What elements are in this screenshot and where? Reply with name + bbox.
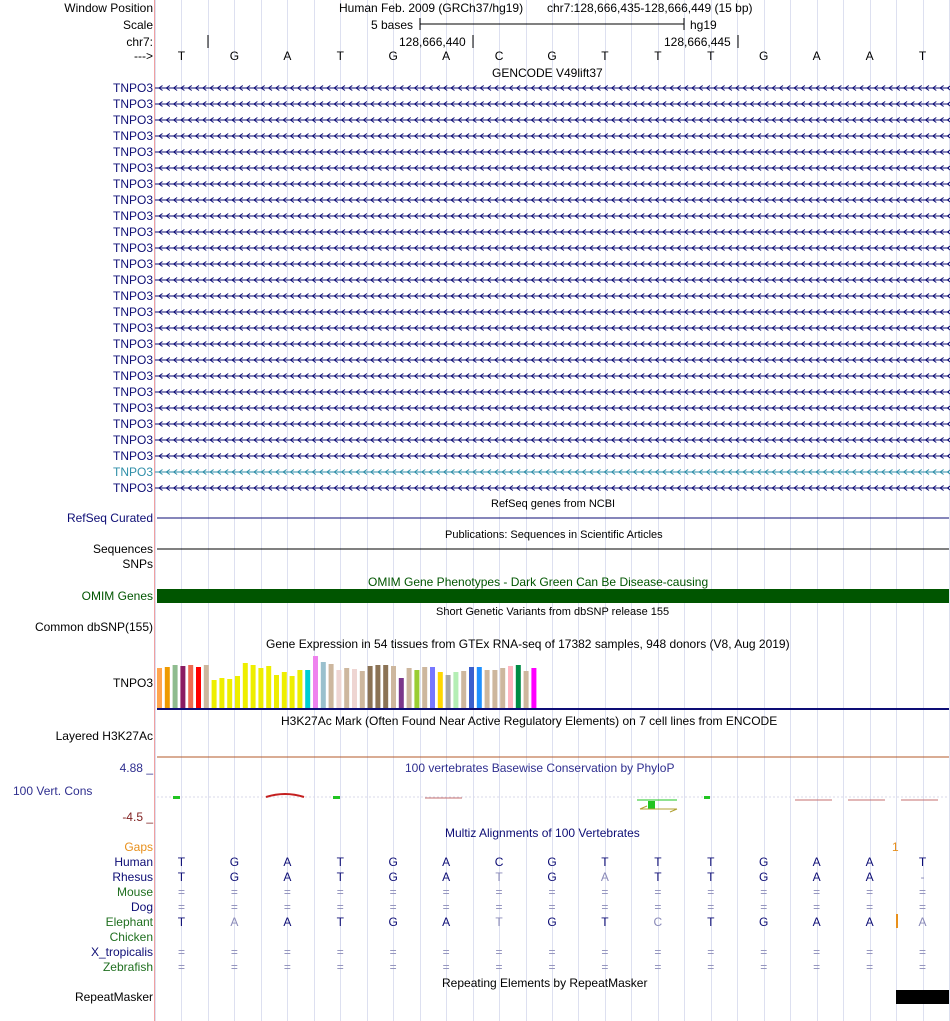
alignment-base: T <box>177 915 186 929</box>
alignment-base: = <box>760 900 768 914</box>
strand-label: ---> <box>134 49 153 63</box>
gencode-transcript-label[interactable]: TNPO3 <box>112 113 153 127</box>
alignment-base: = <box>389 945 397 959</box>
alignment-base: A <box>865 915 874 929</box>
alignment-base: = <box>548 945 556 959</box>
alignment-base: G <box>759 915 769 929</box>
gtex-tissue-bar <box>180 666 185 708</box>
gencode-transcript-label[interactable]: TNPO3 <box>112 193 153 207</box>
alignment-base: A <box>812 855 821 869</box>
gencode-transcript-label[interactable]: TNPO3 <box>112 161 153 175</box>
gtex-tissue-bar <box>188 665 193 708</box>
alignment-base: A <box>812 870 821 884</box>
gtex-tissue-bar <box>321 662 326 708</box>
gencode-transcript-label[interactable]: TNPO3 <box>112 385 153 399</box>
alignment-base: G <box>229 870 240 884</box>
conservation-track-title[interactable]: 100 vertebrates Basewise Conservation by PhyloP <box>405 761 675 775</box>
alignment-base: = <box>707 945 715 959</box>
alignment-base: T <box>654 870 662 884</box>
alignment-base: G <box>229 855 240 869</box>
alignment-base: = <box>495 945 503 959</box>
omim-gene-bar <box>157 589 949 603</box>
sequence-base: T <box>336 49 344 63</box>
sequence-base: G <box>759 49 769 63</box>
alignment-base: A <box>283 915 292 929</box>
gtex-tissue-bar <box>243 663 248 708</box>
alignment-base: G <box>759 855 769 869</box>
repeatmasker-track-title[interactable]: Repeating Elements by RepeatMasker <box>442 976 648 990</box>
gencode-transcript-label[interactable]: TNPO3 <box>112 321 153 335</box>
gtex-tissue-bar <box>196 667 201 708</box>
alignment-base: = <box>919 945 927 959</box>
conservation-mark <box>173 796 180 799</box>
publications-track-title[interactable]: Publications: Sequences in Scientific Articles <box>445 529 663 541</box>
window-position-label: Window Position <box>64 1 153 15</box>
gtex-tissue-bar <box>391 666 396 708</box>
gtex-tissue-bar <box>313 656 318 708</box>
gencode-transcript-label[interactable]: TNPO3 <box>112 353 153 367</box>
gtex-tissue-bar <box>173 665 178 708</box>
gtex-tissue-bar <box>219 678 224 708</box>
alignment-base: = <box>601 885 609 899</box>
gencode-transcript-label[interactable]: TNPO3 <box>112 273 153 287</box>
alignment-base: = <box>548 885 556 899</box>
alignment-base: = <box>866 900 874 914</box>
gtex-track-label[interactable]: TNPO3 <box>112 676 153 690</box>
alignment-base: = <box>230 900 238 914</box>
gtex-tissue-bar <box>204 665 209 708</box>
gtex-tissue-bar <box>477 667 482 708</box>
snps-track-label[interactable]: SNPs <box>122 557 153 571</box>
alignment-base: = <box>813 885 821 899</box>
gaps-label: Gaps <box>124 840 153 854</box>
gtex-tissue-bar <box>414 670 419 708</box>
scale-text: 5 bases <box>371 18 414 32</box>
alignment-base: = <box>442 945 450 959</box>
alignment-base: T <box>601 915 609 929</box>
alignment-base: T <box>177 870 186 884</box>
gtex-tissue-bar <box>524 671 529 708</box>
alignment-base: - <box>920 870 925 884</box>
gencode-transcript-label[interactable]: TNPO3 <box>112 481 153 495</box>
alignment-base: C <box>653 915 663 929</box>
scale-label: Scale <box>122 18 153 32</box>
gtex-track-title[interactable]: Gene Expression in 54 tissues from GTEx RNA-seq of 17382 samples, 948 donors (V8, Aug 2019) <box>266 637 790 651</box>
alignment-base: = <box>707 900 715 914</box>
alignment-base: = <box>442 885 450 899</box>
alignment-base: T <box>601 855 609 869</box>
alignment-base: = <box>760 945 768 959</box>
sequence-base: A <box>865 49 874 63</box>
alignment-base: T <box>495 915 503 929</box>
alignment-base: G <box>759 870 769 884</box>
gtex-tissue-bar <box>492 670 497 708</box>
sequence-base: T <box>707 49 715 63</box>
gencode-transcript-label[interactable]: TNPO3 <box>112 305 153 319</box>
sequence-base: G <box>547 49 557 63</box>
gtex-tissue-bar <box>157 668 162 708</box>
gtex-tissue-bar <box>453 672 458 708</box>
dbsnp-track-title[interactable]: Short Genetic Variants from dbSNP release 155 <box>436 606 670 618</box>
alignment-base: A <box>283 870 292 884</box>
alignment-base: = <box>813 945 821 959</box>
conservation-min-label: -4.5 _ <box>122 810 153 824</box>
alignment-base: C <box>494 855 504 869</box>
alignment-base: = <box>442 960 450 974</box>
alignment-base: G <box>547 915 557 929</box>
gtex-tissue-bar <box>344 668 349 708</box>
gtex-tissue-bar <box>383 665 388 708</box>
alignment-base: = <box>336 945 344 959</box>
gtex-tissue-bar <box>212 680 217 708</box>
alignment-base: = <box>283 885 291 899</box>
alignment-base: A <box>230 915 239 929</box>
alignment-base: = <box>283 900 291 914</box>
alignment-base: T <box>177 855 186 869</box>
alignment-base: = <box>919 960 927 974</box>
gencode-transcript-label[interactable]: TNPO3 <box>112 209 153 223</box>
alignment-base: = <box>177 960 185 974</box>
gtex-tissue-bar <box>430 667 435 708</box>
chrom-label: chr7: <box>126 35 153 49</box>
gtex-tissue-bar <box>360 671 365 708</box>
alignment-base: = <box>813 900 821 914</box>
alignment-base: A <box>918 915 927 929</box>
alignment-base: A <box>283 855 292 869</box>
alignment-base: A <box>442 870 451 884</box>
position-label-1: 128,666,440 <box>399 35 466 49</box>
sequence-base: G <box>229 49 240 63</box>
species-label[interactable]: Human <box>114 855 153 869</box>
gtex-tissue-bar <box>469 667 474 708</box>
omim-track-title[interactable]: OMIM Gene Phenotypes - Dark Green Can Be Disease-causing <box>368 575 709 589</box>
gtex-tissue-bar <box>329 664 334 708</box>
alignment-base: = <box>230 885 238 899</box>
alignment-base: = <box>760 885 768 899</box>
alignment-base: A <box>442 915 451 929</box>
species-label[interactable]: Zebrafish <box>102 960 153 974</box>
position-label-2: 128,666,445 <box>664 35 731 49</box>
gencode-transcript-label[interactable]: TNPO3 <box>112 225 153 239</box>
alignment-base: = <box>866 885 874 899</box>
gtex-tissue-bar <box>227 679 232 708</box>
refseq-track-label[interactable]: RefSeq Curated <box>66 511 153 525</box>
alignment-base: = <box>336 885 344 899</box>
alignment-base: A <box>865 870 874 884</box>
multiz-track-title[interactable]: Multiz Alignments of 100 Vertebrates <box>445 826 640 840</box>
alignment-base: T <box>495 870 503 884</box>
alignment-base: = <box>919 900 927 914</box>
gtex-tissue-bar <box>399 678 404 708</box>
gtex-tissue-bar <box>251 665 256 708</box>
gencode-transcript-label[interactable]: TNPO3 <box>112 257 153 271</box>
alignment-base: = <box>389 900 397 914</box>
sequence-base: T <box>601 49 609 63</box>
gtex-tissue-bar <box>485 670 490 708</box>
alignment-base: = <box>548 960 556 974</box>
sequence-base: A <box>442 49 451 63</box>
sequence-base: T <box>177 49 186 63</box>
gencode-transcript-label[interactable]: TNPO3 <box>112 145 153 159</box>
dbsnp-track-label[interactable]: Common dbSNP(155) <box>34 620 153 634</box>
species-label[interactable]: Rhesus <box>112 870 153 884</box>
gtex-tissue-bar <box>531 668 536 708</box>
species-label[interactable]: Dog <box>130 900 153 914</box>
alignment-base: T <box>918 855 927 869</box>
gtex-tissue-bar <box>446 675 451 708</box>
gencode-transcript-label[interactable]: TNPO3 <box>112 337 153 351</box>
gtex-tissue-bar <box>165 667 170 708</box>
gencode-transcript-label[interactable]: TNPO3 <box>112 129 153 143</box>
alignment-base: = <box>230 960 238 974</box>
h3k27ac-track-title[interactable]: H3K27Ac Mark (Often Found Near Active Regulatory Elements) on 7 cell lines from ENCODE <box>281 714 778 728</box>
alignment-base: T <box>707 915 715 929</box>
alignment-base: T <box>336 915 344 929</box>
gtex-tissue-bar <box>290 676 295 708</box>
gencode-transcript-label[interactable]: TNPO3 <box>112 401 153 415</box>
gencode-transcript-label[interactable]: TNPO3 <box>112 369 153 383</box>
region-coordinates[interactable]: chr7:128,666,435-128,666,449 (15 bp) <box>547 1 753 15</box>
gtex-tissue-bar <box>438 672 443 708</box>
alignment-base: = <box>866 960 874 974</box>
gencode-track-title[interactable]: GENCODE V49lift37 <box>492 66 603 80</box>
conservation-mark <box>648 801 655 809</box>
gtex-tissue-bar <box>266 666 271 708</box>
alignment-base: G <box>388 870 398 884</box>
sequence-base: T <box>918 49 927 63</box>
gencode-transcript-label[interactable]: TNPO3 <box>112 465 153 479</box>
alignment-base: A <box>812 915 821 929</box>
alignment-base: T <box>707 855 715 869</box>
gtex-tissue-bar <box>258 668 263 708</box>
gtex-tissue-bar <box>516 665 521 708</box>
gtex-tissue-bar <box>375 665 380 708</box>
gtex-tissue-bar <box>282 672 287 708</box>
gtex-tissue-bar <box>461 671 466 708</box>
alignment-base: = <box>495 960 503 974</box>
alignment-base: T <box>336 855 344 869</box>
alignment-base: A <box>865 855 874 869</box>
alignment-base: = <box>495 900 503 914</box>
gencode-transcript-label[interactable]: TNPO3 <box>112 417 153 431</box>
gtex-tissue-bar <box>305 670 310 708</box>
alignment-base: = <box>230 945 238 959</box>
gencode-transcript-label[interactable]: TNPO3 <box>112 241 153 255</box>
gtex-tissue-bar <box>235 676 240 708</box>
omim-track-label[interactable]: OMIM Genes <box>81 589 153 603</box>
alignment-base: = <box>389 885 397 899</box>
alignment-base: = <box>283 945 291 959</box>
alignment-base: A <box>442 855 451 869</box>
alignment-base: = <box>654 960 662 974</box>
alignment-base: = <box>813 960 821 974</box>
gencode-transcript-label[interactable]: TNPO3 <box>112 97 153 111</box>
alignment-base: = <box>601 945 609 959</box>
alignment-base: = <box>601 960 609 974</box>
alignment-base: G <box>547 870 557 884</box>
alignment-base: = <box>336 900 344 914</box>
alignment-base: = <box>707 960 715 974</box>
alignment-base: = <box>548 900 556 914</box>
alignment-base: = <box>654 900 662 914</box>
alignment-base: = <box>919 885 927 899</box>
alignment-base: G <box>388 855 398 869</box>
h3k27ac-track-label[interactable]: Layered H3K27Ac <box>55 729 153 743</box>
alignment-base: G <box>388 915 398 929</box>
gencode-transcript-label[interactable]: TNPO3 <box>112 177 153 191</box>
conservation-track-label[interactable]: 100 Vert. Cons <box>13 784 93 798</box>
alignment-base: = <box>654 885 662 899</box>
alignment-base: = <box>866 945 874 959</box>
alignment-base: = <box>283 960 291 974</box>
sequence-base: A <box>283 49 292 63</box>
gtex-tissue-bar <box>500 668 505 708</box>
scale-db: hg19 <box>690 18 717 32</box>
alignment-base: = <box>389 960 397 974</box>
sequence-base: T <box>654 49 662 63</box>
sequence-base: A <box>812 49 821 63</box>
gencode-transcript-label[interactable]: TNPO3 <box>112 433 153 447</box>
gtex-tissue-bar <box>274 675 279 708</box>
alignment-base: = <box>177 885 185 899</box>
repeatmasker-element <box>896 990 949 1004</box>
gtex-tissue-bar <box>297 670 302 708</box>
refseq-track-title[interactable]: RefSeq genes from NCBI <box>491 498 616 510</box>
alignment-base: T <box>654 855 662 869</box>
alignment-base: T <box>707 870 715 884</box>
alignment-base: = <box>760 960 768 974</box>
species-label[interactable]: X_tropicalis <box>90 945 153 959</box>
sequence-base: C <box>494 49 504 63</box>
alignment-base: T <box>336 870 344 884</box>
repeatmasker-track-label[interactable]: RepeatMasker <box>74 990 153 1004</box>
alignment-base: = <box>442 900 450 914</box>
alignment-base: = <box>495 885 503 899</box>
alignment-base: = <box>336 960 344 974</box>
alignment-base: A <box>600 870 609 884</box>
gtex-tissue-bar <box>352 669 357 708</box>
publications-track-label[interactable]: Sequences <box>92 542 153 556</box>
conservation-mark <box>704 796 710 799</box>
gencode-transcript-label[interactable]: TNPO3 <box>112 81 153 95</box>
alignment-base: = <box>177 900 185 914</box>
gtex-tissue-bar <box>368 666 373 708</box>
alignment-base: = <box>654 945 662 959</box>
gtex-tissue-bar <box>422 667 427 708</box>
gtex-tissue-bar <box>508 666 513 708</box>
alignment-base: G <box>547 855 557 869</box>
conservation-max-label: 4.88 _ <box>119 761 153 775</box>
gap-count: 1 <box>892 840 899 854</box>
sequence-base: G <box>388 49 398 63</box>
conservation-mark <box>640 806 677 812</box>
gencode-transcript-label[interactable]: TNPO3 <box>112 449 153 463</box>
gtex-tissue-bar <box>336 670 341 708</box>
conservation-mark <box>333 796 340 799</box>
alignment-base: = <box>601 900 609 914</box>
gencode-transcript-label[interactable]: TNPO3 <box>112 289 153 303</box>
assembly-name: Human Feb. 2009 (GRCh37/hg19) <box>339 1 524 15</box>
species-label[interactable]: Elephant <box>105 915 153 929</box>
gtex-tissue-bar <box>407 668 412 708</box>
alignment-base: = <box>177 945 185 959</box>
species-label[interactable]: Mouse <box>116 885 153 899</box>
alignment-base: = <box>707 885 715 899</box>
species-label[interactable]: Chicken <box>109 930 153 944</box>
